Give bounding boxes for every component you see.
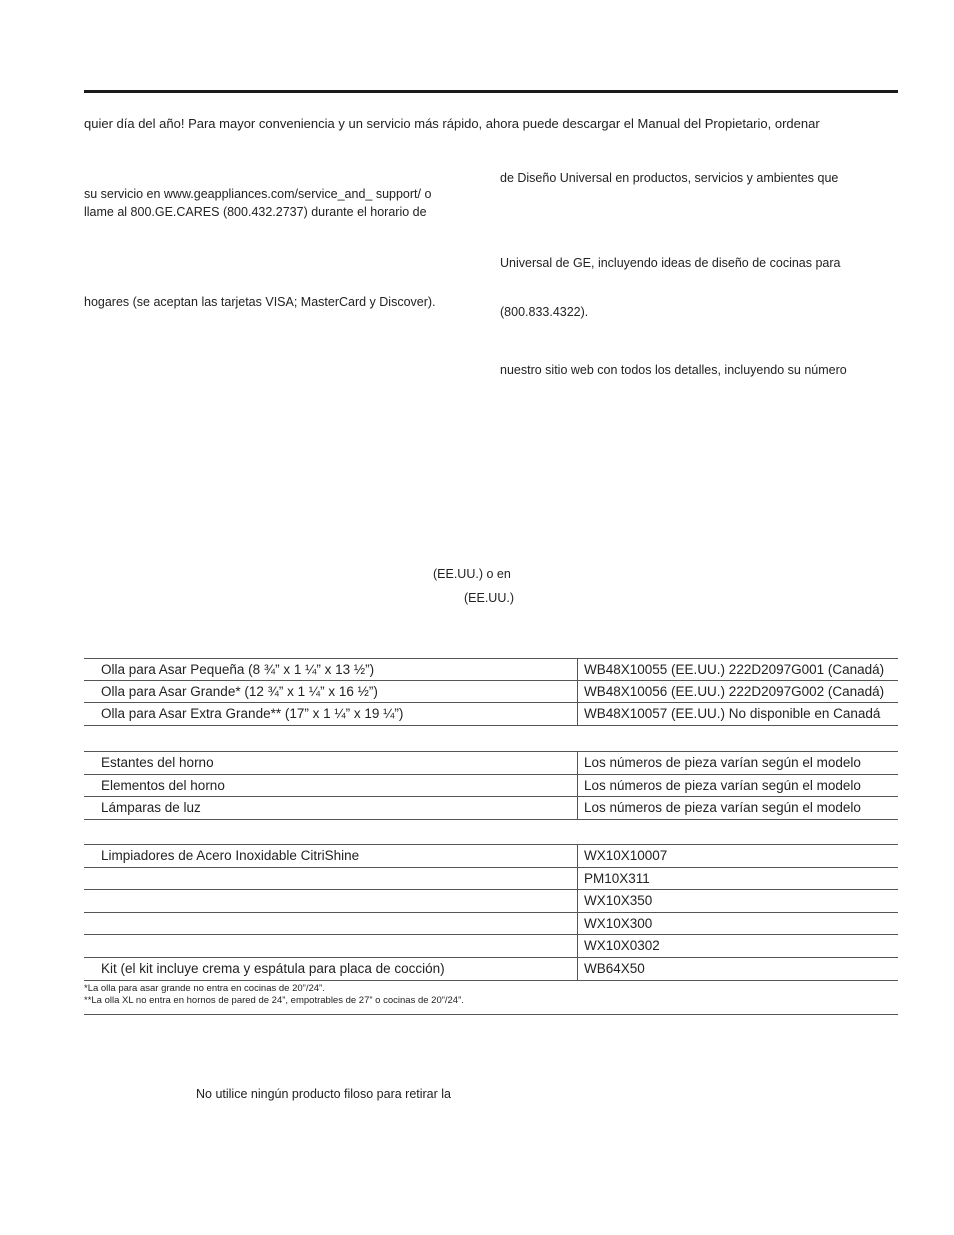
footnote-1: *La olla para asar grande no entra en cocinas de 20”/24”. — [84, 983, 325, 994]
part-number: PM10X311 — [577, 868, 650, 890]
table-row — [84, 702, 898, 726]
table-row — [84, 680, 898, 703]
table-row — [84, 658, 898, 681]
item-name: Lámparas de luz — [101, 800, 201, 815]
left-col-line-1: su servicio en www.geappliances.com/service_and_ support/ o — [84, 187, 432, 201]
intro-line: quier día del año! Para mayor conveniencia y un servicio más rápido, ahora puede descargar el Manual del Propietario, ordenar — [84, 116, 820, 131]
table-row — [84, 889, 898, 912]
part-number: Los números de pieza varían según el modelo — [577, 775, 861, 797]
right-col-line-2: Universal de GE, incluyendo ideas de diseño de cocinas para — [500, 256, 841, 270]
item-name: Elementos del horno — [101, 778, 225, 793]
item-name: Estantes del horno — [101, 755, 214, 770]
top-rule — [84, 90, 898, 93]
part-number: Los números de pieza varían según el modelo — [577, 752, 861, 774]
table-row — [84, 844, 898, 867]
part-number: WB64X50 — [577, 958, 645, 980]
item-name: Olla para Asar Grande* (12 ¾” x 1 ¼” x 16 ½”) — [101, 684, 378, 699]
table-row — [84, 867, 898, 890]
center-text-line-1: (EE.UU.) o en — [433, 567, 511, 581]
part-number: WB48X10056 (EE.UU.) 222D2097G002 (Canadá) — [577, 681, 884, 703]
table-row — [84, 934, 898, 957]
item-name: Kit (el kit incluye crema y espátula para placa de cocción) — [101, 961, 445, 976]
left-col-line-3: hogares (se aceptan las tarjetas VISA; MasterCard y Discover). — [84, 295, 436, 309]
part-number: WX10X10007 — [577, 845, 667, 867]
right-col-line-4: nuestro sitio web con todos los detalles, incluyendo su número — [500, 363, 847, 377]
table-row — [84, 751, 898, 774]
part-number: WX10X350 — [577, 890, 652, 912]
footnote-2: **La olla XL no entra en hornos de pared de 24”, empotrables de 27” o cocinas de 20”/24”. — [84, 995, 464, 1006]
table-row — [84, 796, 898, 820]
item-name: Olla para Asar Pequeña (8 ¾” x 1 ¼” x 13 ½”) — [101, 662, 375, 677]
part-number: WB48X10057 (EE.UU.) No disponible en Canadá — [577, 703, 880, 725]
item-name: Olla para Asar Extra Grande** (17” x 1 ¼” x 19 ¼”) — [101, 706, 404, 721]
part-number: Los números de pieza varían según el modelo — [577, 797, 861, 819]
part-number: WX10X300 — [577, 913, 652, 935]
bottom-rule — [84, 1014, 898, 1015]
right-col-line-3: (800.833.4322). — [500, 305, 589, 319]
table-row — [84, 957, 898, 981]
table-row — [84, 774, 898, 797]
right-col-line-1: de Diseño Universal en productos, servicios y ambientes que — [500, 171, 839, 185]
item-name: Limpiadores de Acero Inoxidable CitriShine — [101, 848, 360, 863]
center-text-line-2: (EE.UU.) — [464, 591, 514, 605]
part-number: WX10X0302 — [577, 935, 660, 957]
left-col-line-2: llame al 800.GE.CARES (800.432.2737) durante el horario de — [84, 205, 427, 219]
bottom-note: No utilice ningún producto filoso para retirar la — [196, 1087, 451, 1101]
part-number: WB48X10055 (EE.UU.) 222D2097G001 (Canadá) — [577, 659, 884, 681]
table-row — [84, 912, 898, 935]
